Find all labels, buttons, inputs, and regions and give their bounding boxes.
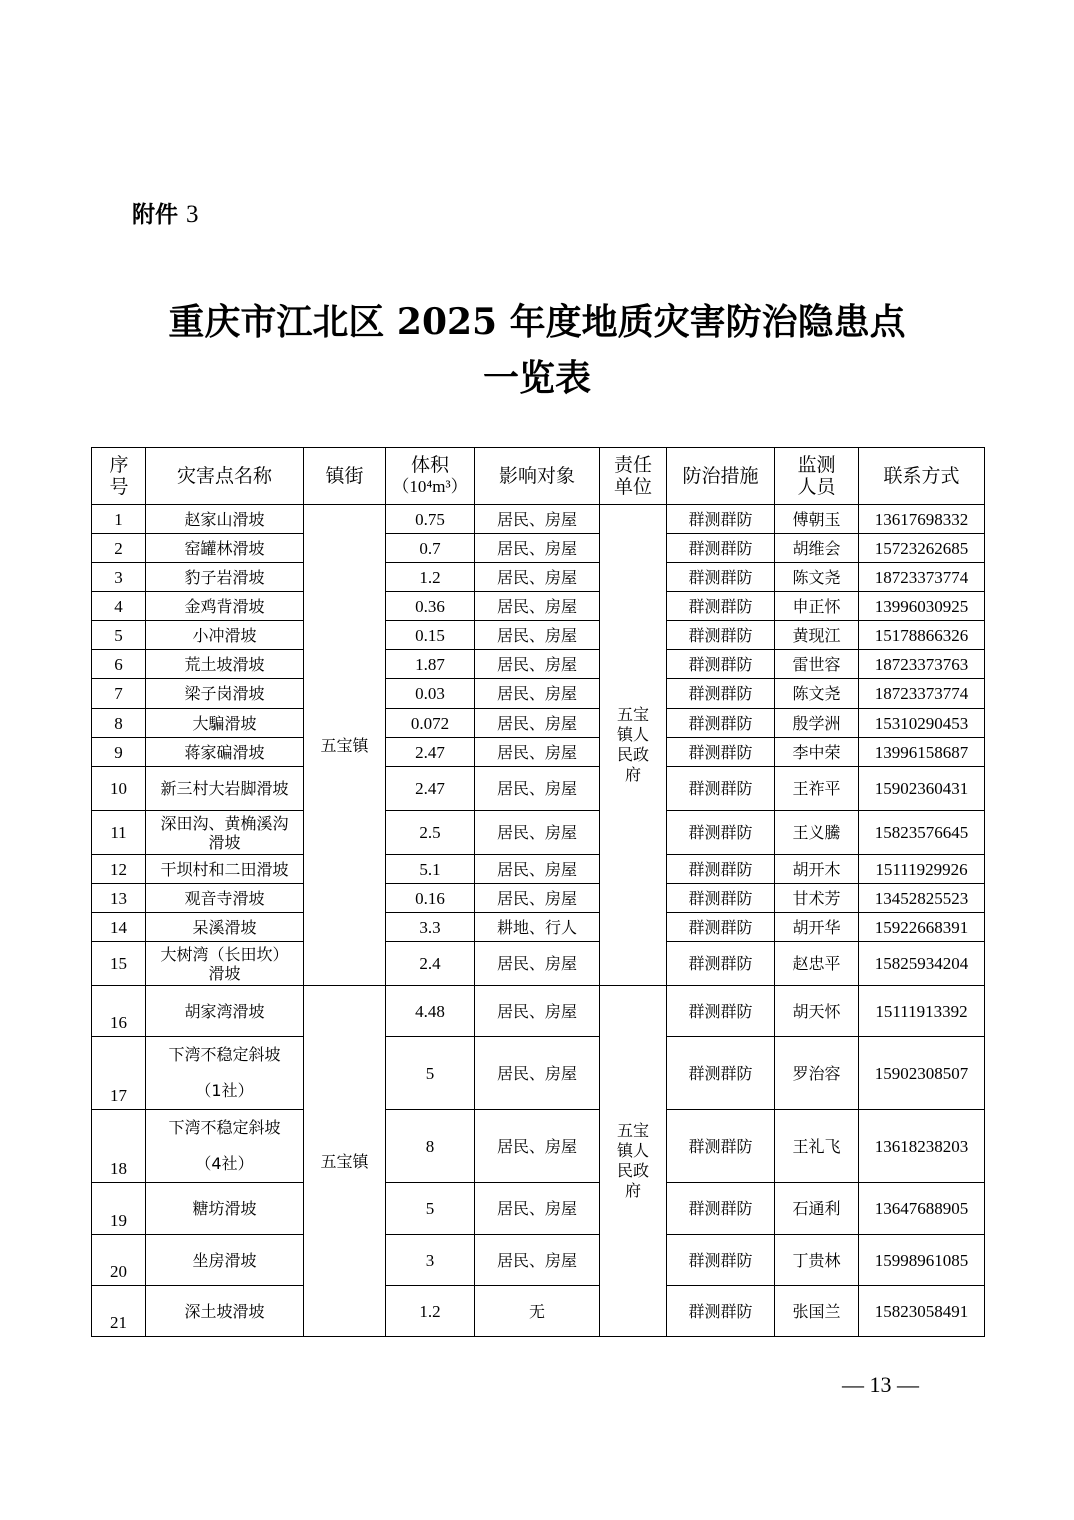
cell-contact: 13996030925 (859, 592, 985, 621)
cell-measure: 群测群防 (667, 884, 775, 913)
cell-affected: 居民、房屋 (475, 942, 600, 986)
cell-name: 金鸡背滑坡 (146, 592, 304, 621)
cell-seq: 16 (92, 986, 146, 1037)
cell-name: 大騙滑坡 (146, 709, 304, 738)
table-row (92, 855, 985, 884)
cell-seq: 11 (92, 811, 146, 855)
cell-volume: 0.15 (386, 621, 475, 650)
cell-monitor: 张国兰 (775, 1286, 859, 1337)
header-seq: 序号 (92, 448, 146, 505)
cell-name: 下湾不稳定斜坡（4社） (146, 1110, 304, 1183)
header-volume: 体积 （10⁴m³） (386, 448, 475, 505)
cell-monitor: 丁贵林 (775, 1235, 859, 1286)
cell-seq: 5 (92, 621, 146, 650)
cell-town: 五宝镇 (304, 986, 386, 1337)
cell-affected: 居民、房屋 (475, 767, 600, 811)
table-row (92, 767, 985, 811)
cell-measure: 群测群防 (667, 913, 775, 942)
cell-monitor: 殷学洲 (775, 709, 859, 738)
table-row (92, 650, 985, 679)
table-header-row (92, 448, 985, 505)
header-contact: 联系方式 (859, 448, 985, 505)
cell-seq: 20 (92, 1235, 146, 1286)
cell-volume: 0.16 (386, 884, 475, 913)
cell-measure: 群测群防 (667, 811, 775, 855)
cell-contact: 15902360431 (859, 767, 985, 811)
table-row (92, 592, 985, 621)
table-row (92, 942, 985, 986)
cell-seq: 1 (92, 505, 146, 534)
cell-seq: 19 (92, 1183, 146, 1235)
cell-seq: 14 (92, 913, 146, 942)
table-row (92, 738, 985, 767)
cell-affected: 耕地、行人 (475, 913, 600, 942)
cell-contact: 15723262685 (859, 534, 985, 563)
cell-name: 大树湾（长田坎）滑坡 (146, 942, 304, 986)
cell-seq: 13 (92, 884, 146, 913)
cell-seq: 4 (92, 592, 146, 621)
cell-affected: 居民、房屋 (475, 1110, 600, 1183)
cell-monitor: 胡开华 (775, 913, 859, 942)
cell-volume: 2.5 (386, 811, 475, 855)
cell-contact: 15902308507 (859, 1037, 985, 1110)
cell-affected: 居民、房屋 (475, 811, 600, 855)
cell-affected: 居民、房屋 (475, 986, 600, 1037)
hazard-table (91, 447, 985, 1337)
cell-contact: 15178866326 (859, 621, 985, 650)
cell-volume: 4.48 (386, 986, 475, 1037)
cell-responsible: 五宝镇人民政府 (600, 505, 667, 986)
cell-affected: 居民、房屋 (475, 534, 600, 563)
cell-responsible: 五宝镇人民政府 (600, 986, 667, 1337)
cell-contact: 13618238203 (859, 1110, 985, 1183)
cell-volume: 5 (386, 1037, 475, 1110)
cell-contact: 15310290453 (859, 709, 985, 738)
cell-measure: 群测群防 (667, 505, 775, 534)
cell-volume: 1.2 (386, 563, 475, 592)
cell-contact: 13996158687 (859, 738, 985, 767)
cell-monitor: 胡天怀 (775, 986, 859, 1037)
cell-volume: 0.03 (386, 679, 475, 709)
cell-measure: 群测群防 (667, 855, 775, 884)
cell-measure: 群测群防 (667, 650, 775, 679)
cell-contact: 13452825523 (859, 884, 985, 913)
cell-name: 梁子岗滑坡 (146, 679, 304, 709)
cell-volume: 3 (386, 1235, 475, 1286)
cell-monitor: 申正怀 (775, 592, 859, 621)
cell-measure: 群测群防 (667, 1183, 775, 1235)
cell-contact: 15823058491 (859, 1286, 985, 1337)
table-row (92, 505, 985, 534)
cell-name: 呆溪滑坡 (146, 913, 304, 942)
cell-measure: 群测群防 (667, 1110, 775, 1183)
cell-volume: 0.36 (386, 592, 475, 621)
cell-monitor: 雷世容 (775, 650, 859, 679)
cell-seq: 2 (92, 534, 146, 563)
cell-monitor: 陈文尧 (775, 563, 859, 592)
header-monitor: 监测人员 (775, 448, 859, 505)
cell-name: 新三村大岩脚滑坡 (146, 767, 304, 811)
table-row (92, 709, 985, 738)
header-town: 镇街 (304, 448, 386, 505)
cell-affected: 居民、房屋 (475, 650, 600, 679)
table-row (92, 1235, 985, 1286)
table-row (92, 1286, 985, 1337)
table-row (92, 811, 985, 855)
cell-monitor: 王祚平 (775, 767, 859, 811)
cell-affected: 居民、房屋 (475, 679, 600, 709)
table-row (92, 1110, 985, 1183)
page-title-line2: 一览表 (482, 357, 591, 399)
cell-volume: 1.87 (386, 650, 475, 679)
cell-contact: 15825934204 (859, 942, 985, 986)
cell-seq: 12 (92, 855, 146, 884)
cell-monitor: 李中荣 (775, 738, 859, 767)
cell-volume: 5 (386, 1183, 475, 1235)
cell-contact: 18723373774 (859, 679, 985, 709)
cell-contact: 15823576645 (859, 811, 985, 855)
table-row (92, 913, 985, 942)
header-measure: 防治措施 (667, 448, 775, 505)
cell-measure: 群测群防 (667, 986, 775, 1037)
cell-name: 深田沟、黄桷溪沟滑坡 (146, 811, 304, 855)
cell-affected: 无 (475, 1286, 600, 1337)
cell-measure: 群测群防 (667, 679, 775, 709)
cell-volume: 5.1 (386, 855, 475, 884)
cell-name: 赵家山滑坡 (146, 505, 304, 534)
cell-monitor: 胡维会 (775, 534, 859, 563)
cell-seq: 6 (92, 650, 146, 679)
cell-seq: 18 (92, 1110, 146, 1183)
cell-name: 荒土坡滑坡 (146, 650, 304, 679)
cell-affected: 居民、房屋 (475, 1183, 600, 1235)
cell-contact: 15111929926 (859, 855, 985, 884)
cell-contact: 15998961085 (859, 1235, 985, 1286)
cell-volume: 0.072 (386, 709, 475, 738)
cell-name: 小冲滑坡 (146, 621, 304, 650)
cell-name: 干坝村和二田滑坡 (146, 855, 304, 884)
header-name: 灾害点名称 (146, 448, 304, 505)
cell-measure: 群测群防 (667, 1037, 775, 1110)
cell-measure: 群测群防 (667, 1286, 775, 1337)
cell-measure: 群测群防 (667, 709, 775, 738)
cell-volume: 2.47 (386, 738, 475, 767)
cell-seq: 17 (92, 1037, 146, 1110)
cell-name: 深土坡滑坡 (146, 1286, 304, 1337)
cell-name: 坐房滑坡 (146, 1235, 304, 1286)
cell-name: 糖坊滑坡 (146, 1183, 304, 1235)
cell-affected: 居民、房屋 (475, 738, 600, 767)
cell-volume: 2.4 (386, 942, 475, 986)
cell-affected: 居民、房屋 (475, 709, 600, 738)
cell-measure: 群测群防 (667, 942, 775, 986)
cell-monitor: 陈文尧 (775, 679, 859, 709)
table-row (92, 884, 985, 913)
cell-measure: 群测群防 (667, 534, 775, 563)
cell-affected: 居民、房屋 (475, 592, 600, 621)
cell-contact: 15922668391 (859, 913, 985, 942)
cell-measure: 群测群防 (667, 738, 775, 767)
cell-measure: 群测群防 (667, 621, 775, 650)
cell-affected: 居民、房屋 (475, 884, 600, 913)
cell-name: 胡家湾滑坡 (146, 986, 304, 1037)
cell-monitor: 胡开木 (775, 855, 859, 884)
cell-monitor: 王礼飞 (775, 1110, 859, 1183)
cell-volume: 8 (386, 1110, 475, 1183)
cell-volume: 0.75 (386, 505, 475, 534)
cell-measure: 群测群防 (667, 767, 775, 811)
table-row (92, 1037, 985, 1110)
cell-monitor: 王义騰 (775, 811, 859, 855)
attachment-number: 3 (186, 201, 199, 228)
cell-volume: 3.3 (386, 913, 475, 942)
page-number: — 13 — (842, 1372, 919, 1397)
cell-seq: 7 (92, 679, 146, 709)
cell-monitor: 黄现江 (775, 621, 859, 650)
cell-contact: 13617698332 (859, 505, 985, 534)
cell-seq: 21 (92, 1286, 146, 1337)
cell-name: 窑罐林滑坡 (146, 534, 304, 563)
cell-measure: 群测群防 (667, 1235, 775, 1286)
table-row (92, 534, 985, 563)
table-row (92, 563, 985, 592)
attachment-label (132, 196, 199, 229)
table-row (92, 621, 985, 650)
cell-affected: 居民、房屋 (475, 621, 600, 650)
cell-contact: 18723373774 (859, 563, 985, 592)
cell-seq: 9 (92, 738, 146, 767)
cell-volume: 0.7 (386, 534, 475, 563)
cell-seq: 8 (92, 709, 146, 738)
cell-monitor: 罗治容 (775, 1037, 859, 1110)
table-row (92, 1183, 985, 1235)
cell-contact: 13647688905 (859, 1183, 985, 1235)
cell-contact: 15111913392 (859, 986, 985, 1037)
header-affected: 影响对象 (475, 448, 600, 505)
cell-affected: 居民、房屋 (475, 1235, 600, 1286)
cell-affected: 居民、房屋 (475, 1037, 600, 1110)
table-row (92, 986, 985, 1037)
attachment-prefix: 附件 (132, 202, 178, 228)
cell-monitor: 甘术芳 (775, 884, 859, 913)
cell-affected: 居民、房屋 (475, 563, 600, 592)
cell-name: 下湾不稳定斜坡（1社） (146, 1037, 304, 1110)
cell-name: 蒋家碥滑坡 (146, 738, 304, 767)
cell-monitor: 傅朝玉 (775, 505, 859, 534)
cell-seq: 10 (92, 767, 146, 811)
cell-town: 五宝镇 (304, 505, 386, 986)
header-responsible: 责任单位 (600, 448, 667, 505)
cell-affected: 居民、房屋 (475, 505, 600, 534)
cell-monitor: 石通利 (775, 1183, 859, 1235)
cell-volume: 2.47 (386, 767, 475, 811)
cell-measure: 群测群防 (667, 592, 775, 621)
page-title-line1: 重庆市江北区 2025 年度地质灾害防治隐患点 (168, 301, 906, 343)
cell-affected: 居民、房屋 (475, 855, 600, 884)
cell-name: 豹子岩滑坡 (146, 563, 304, 592)
cell-volume: 1.2 (386, 1286, 475, 1337)
cell-name: 观音寺滑坡 (146, 884, 304, 913)
cell-monitor: 赵忠平 (775, 942, 859, 986)
table-row (92, 679, 985, 709)
cell-contact: 18723373763 (859, 650, 985, 679)
cell-seq: 3 (92, 563, 146, 592)
cell-measure: 群测群防 (667, 563, 775, 592)
cell-seq: 15 (92, 942, 146, 986)
